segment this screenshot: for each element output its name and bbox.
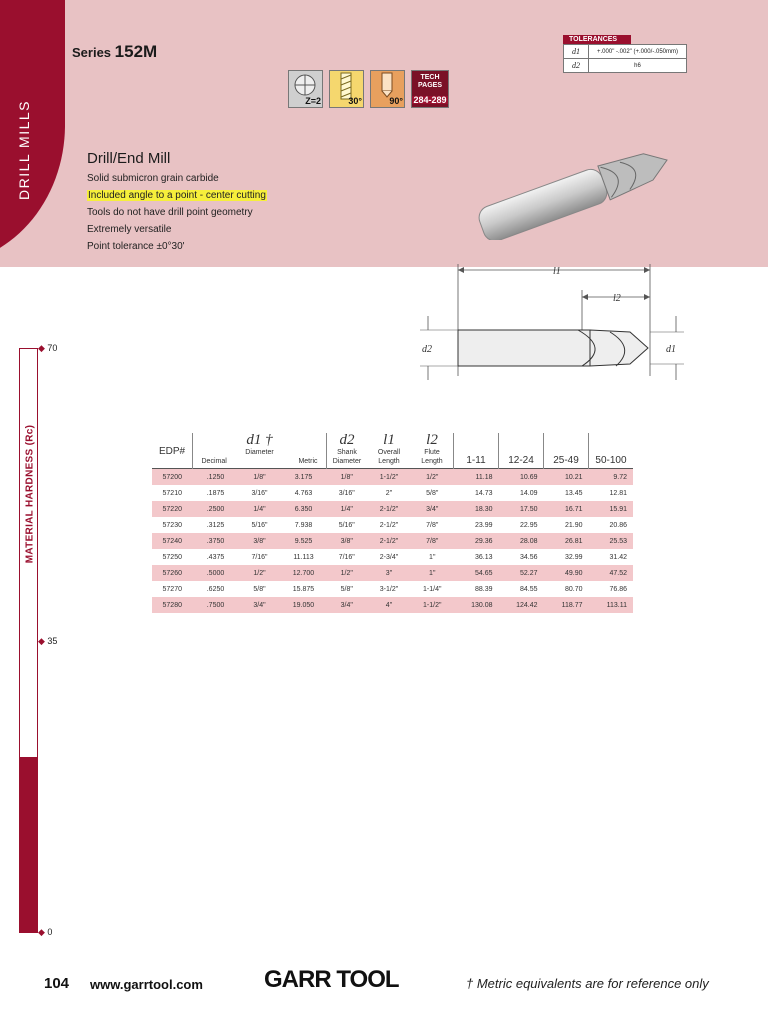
d2-label: d2 bbox=[422, 344, 432, 355]
table-cell: 25.53 bbox=[609, 537, 627, 545]
col-qty-4: 50-100 bbox=[589, 433, 634, 469]
table-cell: 1/8" bbox=[340, 473, 353, 481]
table-cell: 124.42 bbox=[516, 601, 538, 609]
table-cell: 113.11 bbox=[606, 601, 627, 609]
table-cell: 57250 bbox=[162, 553, 182, 561]
tech-label-1: TECH bbox=[420, 74, 440, 81]
table-cell: 1/2" bbox=[253, 569, 266, 577]
tool-photo bbox=[465, 125, 685, 240]
table-cell: 14.09 bbox=[519, 489, 538, 497]
table-cell: 1/8" bbox=[253, 473, 266, 481]
table-cell: 57230 bbox=[162, 521, 182, 529]
table-cell: 13.45 bbox=[564, 489, 583, 497]
table-cell: 2" bbox=[385, 489, 393, 497]
series-title bbox=[72, 42, 157, 62]
helix-30-icon bbox=[329, 70, 364, 108]
table-cell: 3/4" bbox=[253, 601, 266, 609]
table-row bbox=[152, 469, 633, 486]
table-cell: 1-1/4" bbox=[423, 585, 442, 593]
product-table bbox=[152, 433, 633, 613]
table-cell: 1-1/2" bbox=[379, 473, 399, 481]
tolerances-header: TOLERANCES bbox=[563, 35, 631, 44]
table-cell: 9.72 bbox=[613, 473, 627, 481]
table-cell: 29.36 bbox=[474, 537, 493, 545]
metric-footnote: † Metric equivalents are for reference only bbox=[466, 976, 709, 991]
table-cell: .1250 bbox=[206, 473, 225, 481]
table-cell: 57220 bbox=[162, 505, 182, 513]
table-cell: .1875 bbox=[206, 489, 225, 497]
table-cell: 22.95 bbox=[519, 521, 538, 529]
table-cell: 21.90 bbox=[564, 521, 583, 529]
feature-item: Extremely versatile bbox=[87, 224, 172, 235]
table-cell: .2500 bbox=[206, 505, 225, 513]
table-cell: 49.90 bbox=[564, 569, 583, 577]
tolerance-row bbox=[564, 59, 687, 73]
table-cell: 3-1/2" bbox=[379, 585, 399, 593]
table-cell: 1/2" bbox=[340, 569, 353, 577]
feature-item-highlighted: Included angle to a point - center cutting bbox=[88, 190, 266, 201]
table-header-row bbox=[152, 433, 633, 469]
table-cell: 20.86 bbox=[609, 521, 627, 529]
table-row bbox=[152, 549, 633, 565]
tech-pages-range: 284-289 bbox=[413, 95, 447, 105]
table-cell: 1/4" bbox=[253, 505, 266, 513]
table-cell: 32.99 bbox=[564, 553, 583, 561]
feature-item: Tools do not have drill point geometry bbox=[87, 207, 253, 218]
table-cell: 76.86 bbox=[609, 585, 627, 593]
flute-count-label: Z=2 bbox=[305, 96, 321, 106]
hardness-fill bbox=[20, 757, 37, 932]
garr-tool-logo: GARR TOOL bbox=[264, 966, 399, 993]
table-cell: 11.18 bbox=[475, 473, 493, 481]
table-body bbox=[152, 469, 633, 614]
table-cell: 15.875 bbox=[292, 585, 315, 593]
table-cell: 18.30 bbox=[474, 505, 493, 513]
feature-list bbox=[87, 170, 267, 255]
table-cell: 3/4" bbox=[340, 601, 353, 609]
table-cell: 57270 bbox=[162, 585, 182, 593]
series-prefix: Series bbox=[72, 45, 112, 60]
feature-item: Point tolerance ±0°30' bbox=[87, 241, 185, 252]
tolerances-table bbox=[563, 44, 687, 73]
col-metric: Metric bbox=[298, 458, 318, 465]
table-cell: 12.700 bbox=[292, 569, 315, 577]
tool-dimension-diagram bbox=[410, 258, 690, 383]
table-cell: 3" bbox=[385, 569, 393, 577]
table-cell: 2-1/2" bbox=[379, 537, 399, 545]
table-row bbox=[152, 581, 633, 597]
table-cell: 84.55 bbox=[519, 585, 538, 593]
tolerance-symbol: d1 bbox=[564, 45, 589, 59]
table-cell: .6250 bbox=[206, 585, 225, 593]
table-cell: 54.65 bbox=[474, 569, 493, 577]
table-cell: .4375 bbox=[206, 553, 225, 561]
series-number: 152M bbox=[114, 42, 158, 61]
l1-label: l1 bbox=[553, 266, 561, 277]
table-cell: 5/16" bbox=[251, 521, 268, 529]
table-cell: 1" bbox=[429, 553, 436, 561]
table-cell: 57260 bbox=[162, 569, 182, 577]
table-cell: 5/8" bbox=[426, 489, 439, 497]
col-l1: l1 Overall Length bbox=[377, 432, 401, 465]
table-cell: 10.21 bbox=[564, 473, 583, 481]
table-cell: 10.69 bbox=[519, 473, 538, 481]
table-cell: 2-3/4" bbox=[379, 553, 399, 561]
table-cell: 9.525 bbox=[294, 537, 313, 545]
table-cell: 3/16" bbox=[338, 489, 355, 497]
hardness-tick-70: ◆ 70 bbox=[38, 343, 58, 353]
table-cell: 7/8" bbox=[426, 521, 439, 529]
tech-label-2: PAGES bbox=[418, 82, 442, 89]
table-cell: 118.77 bbox=[561, 601, 583, 609]
table-cell: 4" bbox=[385, 601, 393, 609]
table-cell: 3/8" bbox=[340, 537, 353, 545]
table-cell: 7/16" bbox=[251, 553, 268, 561]
table-row bbox=[152, 501, 633, 517]
tolerances-box bbox=[563, 35, 687, 73]
table-cell: 57240 bbox=[162, 537, 182, 545]
col-decimal: Decimal bbox=[201, 458, 227, 465]
table-cell: 1" bbox=[429, 569, 436, 577]
table-cell: 11.113 bbox=[293, 553, 314, 561]
table-row bbox=[152, 485, 633, 501]
hardness-tick-35: ◆ 35 bbox=[38, 636, 58, 646]
table-cell: .3750 bbox=[206, 537, 225, 545]
website-link[interactable]: www.garrtool.com bbox=[90, 977, 203, 992]
l2-label: l2 bbox=[613, 293, 621, 304]
table-cell: 12.81 bbox=[609, 489, 627, 497]
table-cell: 31.42 bbox=[609, 553, 627, 561]
table-cell: 5/16" bbox=[338, 521, 355, 529]
angle-90-label: 90° bbox=[389, 96, 403, 106]
table-cell: 130.08 bbox=[471, 601, 493, 609]
table-cell: 6.350 bbox=[294, 505, 313, 513]
table-cell: 15.91 bbox=[609, 505, 627, 513]
col-d1: d1 † Diameter Decimal Metric bbox=[193, 433, 327, 469]
table-cell: 57210 bbox=[162, 489, 182, 497]
table-cell: 1/4" bbox=[340, 505, 353, 513]
table-cell: 7/16" bbox=[338, 553, 355, 561]
table-cell: 26.81 bbox=[564, 537, 583, 545]
table-cell: .7500 bbox=[206, 601, 225, 609]
feature-item: Solid submicron grain carbide bbox=[87, 173, 219, 184]
table-row bbox=[152, 565, 633, 581]
table-cell: 57200 bbox=[162, 473, 182, 481]
col-qty-2: 12-24 bbox=[499, 433, 544, 469]
section-tab-label: DRILL MILLS bbox=[16, 99, 32, 201]
hardness-tick-0: ◆ 0 bbox=[38, 927, 53, 937]
product-title: Drill/End Mill bbox=[87, 150, 171, 167]
feature-icons bbox=[288, 70, 449, 108]
angle-90-icon bbox=[370, 70, 405, 108]
d1-label: d1 bbox=[666, 344, 676, 355]
table-cell: 80.70 bbox=[564, 585, 583, 593]
col-qty-3: 25-49 bbox=[544, 433, 589, 469]
col-l2: l2 Flute Length bbox=[421, 432, 443, 465]
table-cell: .5000 bbox=[206, 569, 225, 577]
table-cell: 1/2" bbox=[426, 473, 439, 481]
table-cell: 7/8" bbox=[426, 537, 439, 545]
table-cell: 34.56 bbox=[519, 553, 538, 561]
table-cell: .3125 bbox=[206, 521, 225, 529]
tolerance-value: h6 bbox=[589, 59, 687, 73]
hardness-label: MATERIAL HARDNESS (Rc) bbox=[24, 424, 36, 564]
col-edp: EDP# bbox=[158, 446, 186, 457]
table-cell: 19.050 bbox=[292, 601, 315, 609]
table-cell: 2-1/2" bbox=[379, 521, 399, 529]
table-cell: 16.71 bbox=[564, 505, 583, 513]
table-cell: 17.50 bbox=[519, 505, 538, 513]
table-row bbox=[152, 597, 633, 613]
table-cell: 3/4" bbox=[426, 505, 439, 513]
table-cell: 52.27 bbox=[519, 569, 538, 577]
table-cell: 5/8" bbox=[253, 585, 266, 593]
table-cell: 47.52 bbox=[609, 569, 627, 577]
tech-pages-link[interactable] bbox=[411, 70, 449, 108]
table-cell: 7.938 bbox=[294, 521, 313, 529]
col-qty-1: 1-11 bbox=[454, 433, 499, 469]
table-cell: 36.13 bbox=[474, 553, 493, 561]
table-cell: 14.73 bbox=[474, 489, 493, 497]
tolerance-value: +.000" -.002" (+.000/-.050mm) bbox=[589, 45, 687, 59]
table-cell: 57280 bbox=[162, 601, 182, 609]
table-row bbox=[152, 533, 633, 549]
table-row bbox=[152, 517, 633, 533]
table-cell: 88.39 bbox=[474, 585, 493, 593]
table-cell: 3.175 bbox=[294, 473, 313, 481]
table-cell: 1-1/2" bbox=[423, 601, 442, 609]
table-cell: 3/8" bbox=[253, 537, 266, 545]
table-cell: 2-1/2" bbox=[379, 505, 399, 513]
page-number: 104 bbox=[44, 975, 70, 992]
table-cell: 4.763 bbox=[294, 489, 313, 497]
col-d2: d2 Shank Diameter bbox=[327, 433, 368, 469]
tolerance-symbol: d2 bbox=[564, 59, 589, 73]
helix-30-label: 30° bbox=[348, 96, 362, 106]
table-cell: 3/16" bbox=[251, 489, 268, 497]
table-cell: 5/8" bbox=[340, 585, 353, 593]
flute-count-icon bbox=[288, 70, 323, 108]
table-cell: 23.99 bbox=[474, 521, 493, 529]
tolerance-row bbox=[564, 45, 687, 59]
table-cell: 28.08 bbox=[519, 537, 538, 545]
